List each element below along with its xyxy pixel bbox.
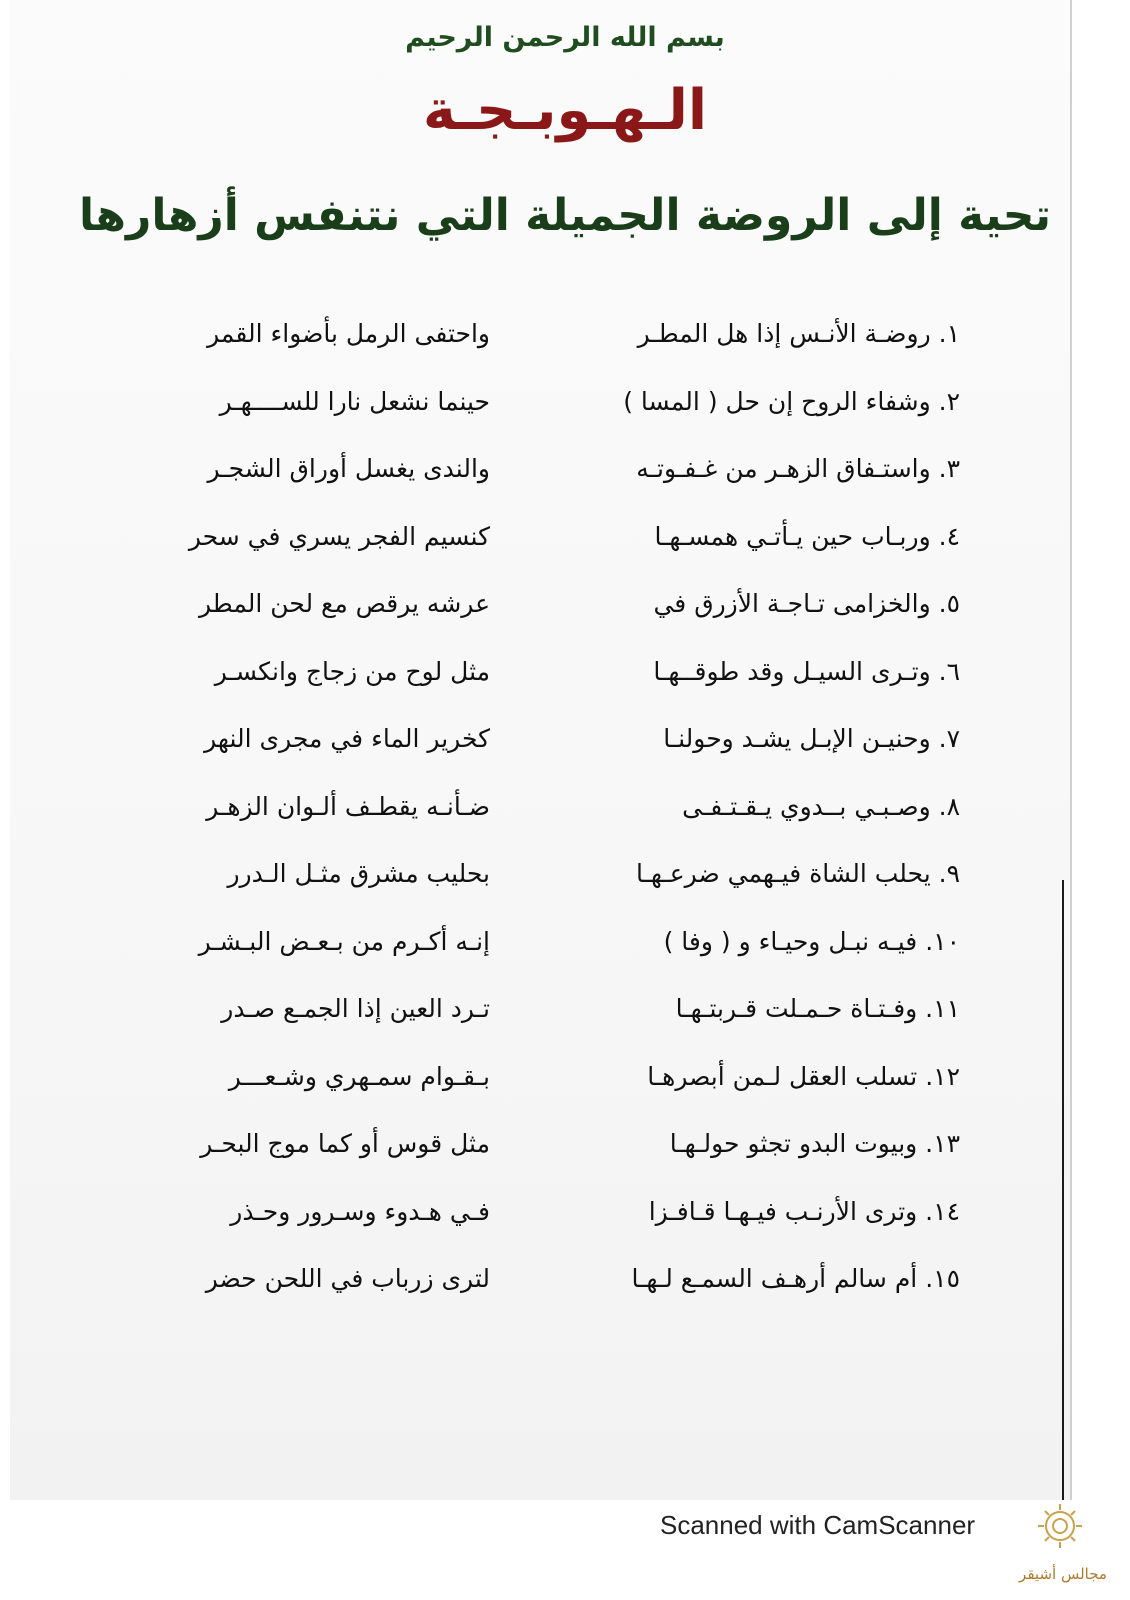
verse-first-hemistich: ٦. وتـرى السيـل وقد طوقــهـا <box>653 656 960 686</box>
verse-row <box>160 1178 960 1246</box>
verse-second-hemistich: تـرد العين إذا الجمـع صـدر <box>221 994 490 1024</box>
verse-first-hemistich: ٩. يحلب الشاة فيـهمي ضرعـهـا <box>635 859 960 889</box>
verse-second-hemistich: مثل قوس أو كما موج البحـر <box>200 1129 490 1159</box>
verse-second-hemistich: فـي هـدوء وسـرور وحـذر <box>230 1196 490 1226</box>
verse-second-hemistich: واحتفى الرمل بأضواء القمر <box>207 319 490 349</box>
page-edge-line <box>1062 880 1064 1500</box>
verse-second-hemistich: حينما نشعل نارا للســــهـر <box>219 386 490 416</box>
verse-list <box>160 300 960 1313</box>
verse-first-hemistich: ١٢. تسلب العقل لـمن أبصرهـا <box>647 1061 960 1091</box>
verse-row <box>160 773 960 841</box>
verse-first-hemistich: ١٣. وبيوت البدو تجثو حولـهـا <box>669 1129 960 1159</box>
poem-subtitle: تحية إلى الروضة الجميلة التي نتنفس أزهارها <box>78 190 1052 241</box>
verse-row <box>160 705 960 773</box>
verse-row <box>160 908 960 976</box>
verse-second-hemistich: كخرير الماء في مجرى النهر <box>204 724 490 754</box>
camscanner-watermark: Scanned with CamScanner <box>660 1510 976 1540</box>
poem-title: الـهـوبـجـة <box>422 78 708 143</box>
verse-row <box>160 570 960 638</box>
verse-first-hemistich: ٢. وشفاء الروح إن حل ( المسا ) <box>623 386 960 416</box>
verse-row <box>160 975 960 1043</box>
verse-second-hemistich: عرشه يرقص مع لحن المطر <box>199 589 490 619</box>
verse-first-hemistich: ١٤. وترى الأرنـب فيـهـا قـافـزا <box>648 1196 960 1226</box>
verse-first-hemistich: ٧. وحنيـن الإبـل يشـد وحولنـا <box>663 724 960 754</box>
verse-first-hemistich: ١١. وفـتـاة حـمـلت قـربتـهـا <box>675 994 960 1024</box>
verse-first-hemistich: ١٠. فيـه نبـل وحيـاء و ( وفا ) <box>663 926 960 956</box>
verse-second-hemistich: إنـه أكـرم من بـعـض البـشـر <box>198 926 490 956</box>
verse-first-hemistich: ٨. وصـبـي بــدوي يـقـتـفـى <box>682 791 960 821</box>
verse-first-hemistich: ١. روضـة الأنـس إذا هل المطـر <box>637 319 960 349</box>
verse-row <box>160 638 960 706</box>
verse-first-hemistich: ١٥. أم سالم أرهـف السمـع لـهـا <box>631 1264 960 1294</box>
verse-row <box>160 1110 960 1178</box>
verse-row <box>160 840 960 908</box>
verse-first-hemistich: ٣. واستـفاق الزهـر من غـفـوتـه <box>636 454 960 484</box>
verse-row <box>160 1043 960 1111</box>
basmala-heading: بسم الله الرحمن الرحيم <box>405 22 725 53</box>
verse-first-hemistich: ٥. والخزامى تـاجـة الأزرق في <box>653 589 960 619</box>
verse-row <box>160 1245 960 1313</box>
verse-second-hemistich: بـقـوام سمـهري وشـعـــر <box>228 1061 490 1091</box>
verse-second-hemistich: كنسيم الفجر يسري في سحر <box>188 521 490 551</box>
verse-row <box>160 300 960 368</box>
verse-row <box>160 368 960 436</box>
logo-caption: مجالس أشيقر <box>1019 1565 1107 1583</box>
verse-second-hemistich: بحليب مشرق مثـل الـدرر <box>227 859 490 889</box>
verse-second-hemistich: والندى يغسل أوراق الشجـر <box>207 454 490 484</box>
verse-second-hemistich: مثل لوح من زجاج وانكسـر <box>214 656 490 686</box>
verse-row <box>160 503 960 571</box>
verse-first-hemistich: ٤. وربـاب حين يـأتـي همسـهـا <box>654 521 960 551</box>
verse-second-hemistich: ضـأنـه يقطـف ألـوان الزهـر <box>206 791 490 821</box>
verse-row <box>160 435 960 503</box>
verse-second-hemistich: لترى زرباب في اللحن حضر <box>205 1264 490 1294</box>
